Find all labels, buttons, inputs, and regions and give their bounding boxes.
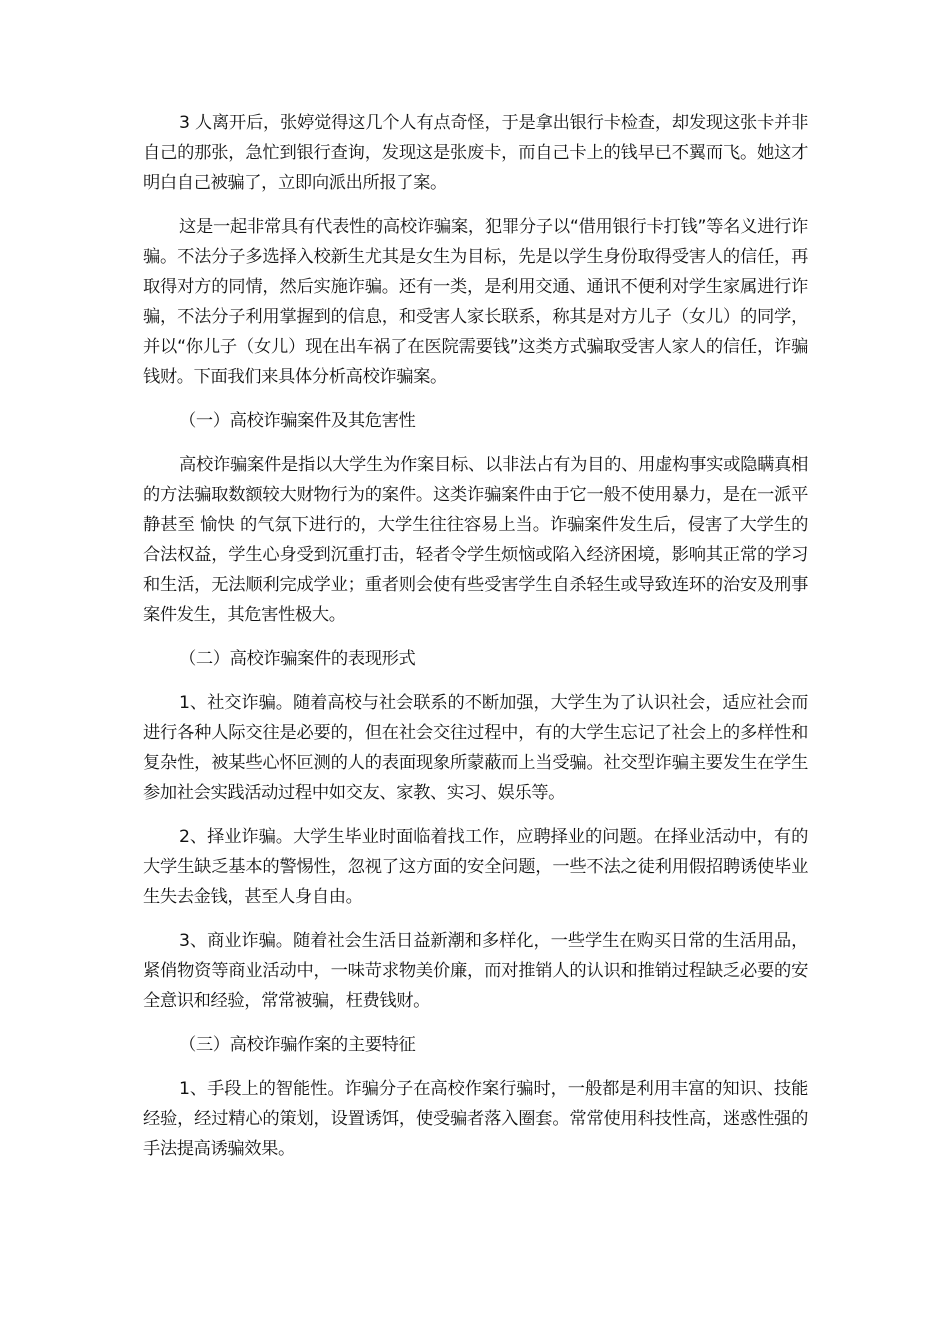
section-heading-2: （二）高校诈骗案件的表现形式 <box>179 649 416 669</box>
section-heading-1: （一）高校诈骗案件及其危害性 <box>179 411 416 431</box>
section-heading-3: （三）高校诈骗作案的主要特征 <box>179 1035 416 1055</box>
paragraph-2: 这是一起非常具有代表性的高校诈骗案，犯罪分子以“借用银行卡打钱”等名义进行诈骗。不法分子多选择入校新生尤其是女生为目标，先是以学生身份取得受害人的信任，再取得对方的同情，然后实施诈骗。还有一类，是利用交通、通讯不便利对学生家属进行诈骗，不法分子利用掌握到的信息，和受害人家长联系，称其是对方儿子（女儿）的同学，并以“你儿子（女儿）现在出车祸了在医院需要钱”这类方式骗取受害人家人的信任，诈骗钱财。下面我们来具体分析高校诈骗案。 <box>143 217 808 387</box>
paragraph-4: 1、社交诈骗。随着高校与社会联系的不断加强，大学生为了认识社会，适应社会而进行各种人际交往是必要的，但在社会交往过程中，有的大学生忘记了社会上的多样性和复杂性，被某些心怀叵测的人的表面现象所蒙蔽而上当受骗。社交型诈骗主要发生在学生参加社会实践活动过程中如交友、家教、实习、娱乐等。 <box>143 693 808 803</box>
paragraph-7: 1、手段上的智能性。诈骗分子在高校作案行骗时，一般都是利用丰富的知识、技能经验，经过精心的策划，设置诱饵，使受骗者落入圈套。常常使用科技性高，迷惑性强的手法提高诱骗效果。 <box>143 1079 808 1159</box>
paragraph-3: 高校诈骗案件是指以大学生为作案目标、以非法占有为目的、用虚构事实或隐瞒真相的方法骗取数额较大财物行为的案件。这类诈骗案件由于它一般不使用暴力，是在一派平静甚至 愉快 的气氛下进行的，大学生往往容易上当。诈骗案件发生后，侵害了大学生的合法权益，学生心身受到沉重打击，轻者令学生烦恼或陷入经济困境，影响其正常的学习和生活，无法顺利完成学业；重者则会使有些受害学生自杀轻生或导致连环的治安及刑事案件发生，其危害性极大。 <box>143 455 808 625</box>
paragraph-5: 2、择业诈骗。大学生毕业时面临着找工作，应聘择业的问题。在择业活动中，有的大学生缺乏基本的警惕性，忽视了这方面的安全问题，一些不法之徒利用假招聘诱使毕业生失去金钱，甚至人身自由。 <box>143 827 808 907</box>
paragraph-1: 3 人离开后，张婷觉得这几个人有点奇怪，于是拿出银行卡检查，却发现这张卡并非自己的那张，急忙到银行查询，发现这是张废卡，而自己卡上的钱早已不翼而飞。她这才明白自己被骗了，立即向派出所报了案。 <box>143 113 808 193</box>
paragraph-6: 3、商业诈骗。随着社会生活日益新潮和多样化，一些学生在购买日常的生活用品，紧俏物资等商业活动中，一味苛求物美价廉，而对推销人的认识和推销过程缺乏必要的安全意识和经验，常常被骗，枉费钱财。 <box>143 931 808 1011</box>
document-body <box>143 108 808 1178</box>
